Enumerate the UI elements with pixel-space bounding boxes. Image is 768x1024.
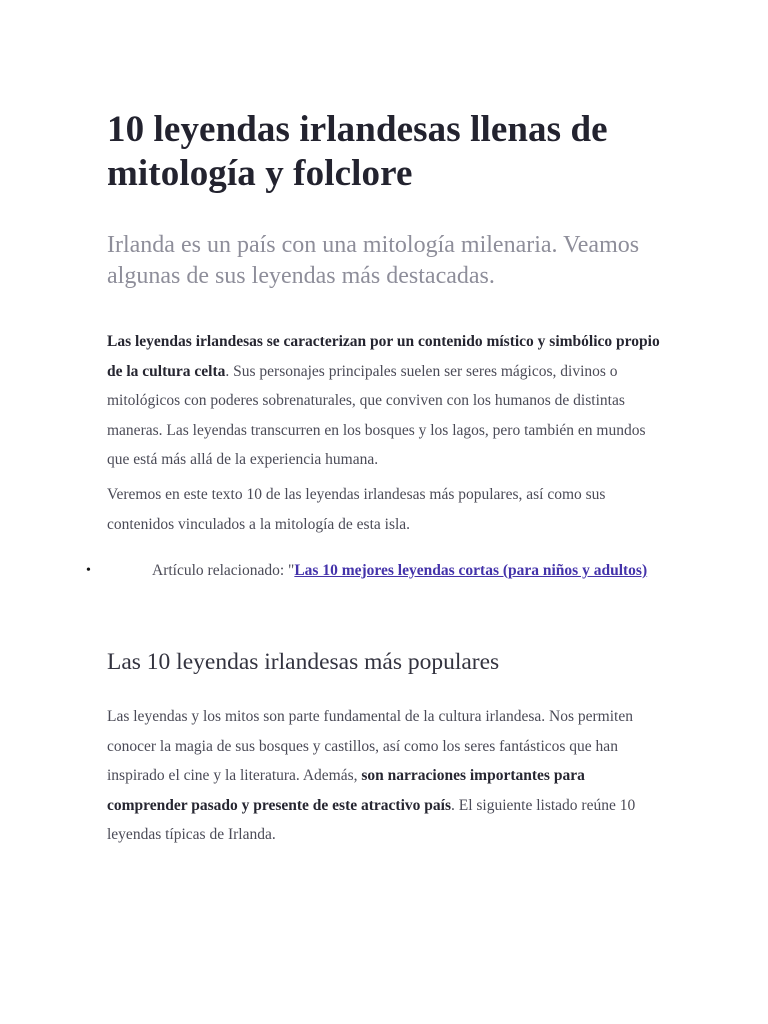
related-article-prefix: Artículo relacionado: "	[152, 562, 295, 579]
intro-paragraph	[107, 327, 665, 475]
section-heading: Las 10 leyendas irlandesas más populares	[107, 649, 500, 675]
intro-paragraph-bold: Las leyendas irlandesas se caracterizan por un contenido místico y simbólico propio de la cultura celta	[107, 333, 660, 380]
second-paragraph: Veremos en este texto 10 de las leyendas irlandesas más populares, así como sus contenidos vinculados a la mitología de esta isla.	[107, 486, 606, 533]
section-paragraph-start: Las leyendas y los mitos son parte fundamental de la cultura irlandesa. Nos permiten conocer la magia de sus bosques y castillos, así como los seres fantásticos que han inspirado el cine y la literatura. Además,	[107, 708, 633, 784]
section-paragraph-bold: son narraciones importantes para comprender pasado y presente de este atractivo país	[107, 767, 585, 814]
article-title: 10 leyendas irlandesas llenas de mitología y folclore	[107, 109, 608, 194]
section-paragraph	[107, 702, 665, 850]
intro-paragraph-rest: . Sus personajes principales suelen ser seres mágicos, divinos o mitológicos con poderes sobrenaturales, que conviven con los humanos de distintas maneras. Las leyendas transcurren en los bosques y los lagos, pero también en mundos que está más allá de la experiencia humana.	[107, 362, 646, 468]
related-article-item	[86, 556, 667, 586]
bullet-icon: •	[86, 563, 91, 578]
article-subtitle: Irlanda es un país con una mitología milenaria. Veamos algunas de sus leyendas más destacadas.	[107, 232, 640, 289]
related-article-link[interactable]: Las 10 mejores leyendas cortas (para niños y adultos)	[294, 562, 648, 579]
section-paragraph-end: . El siguiente listado reúne 10 leyendas típicas de Irlanda.	[107, 796, 636, 843]
